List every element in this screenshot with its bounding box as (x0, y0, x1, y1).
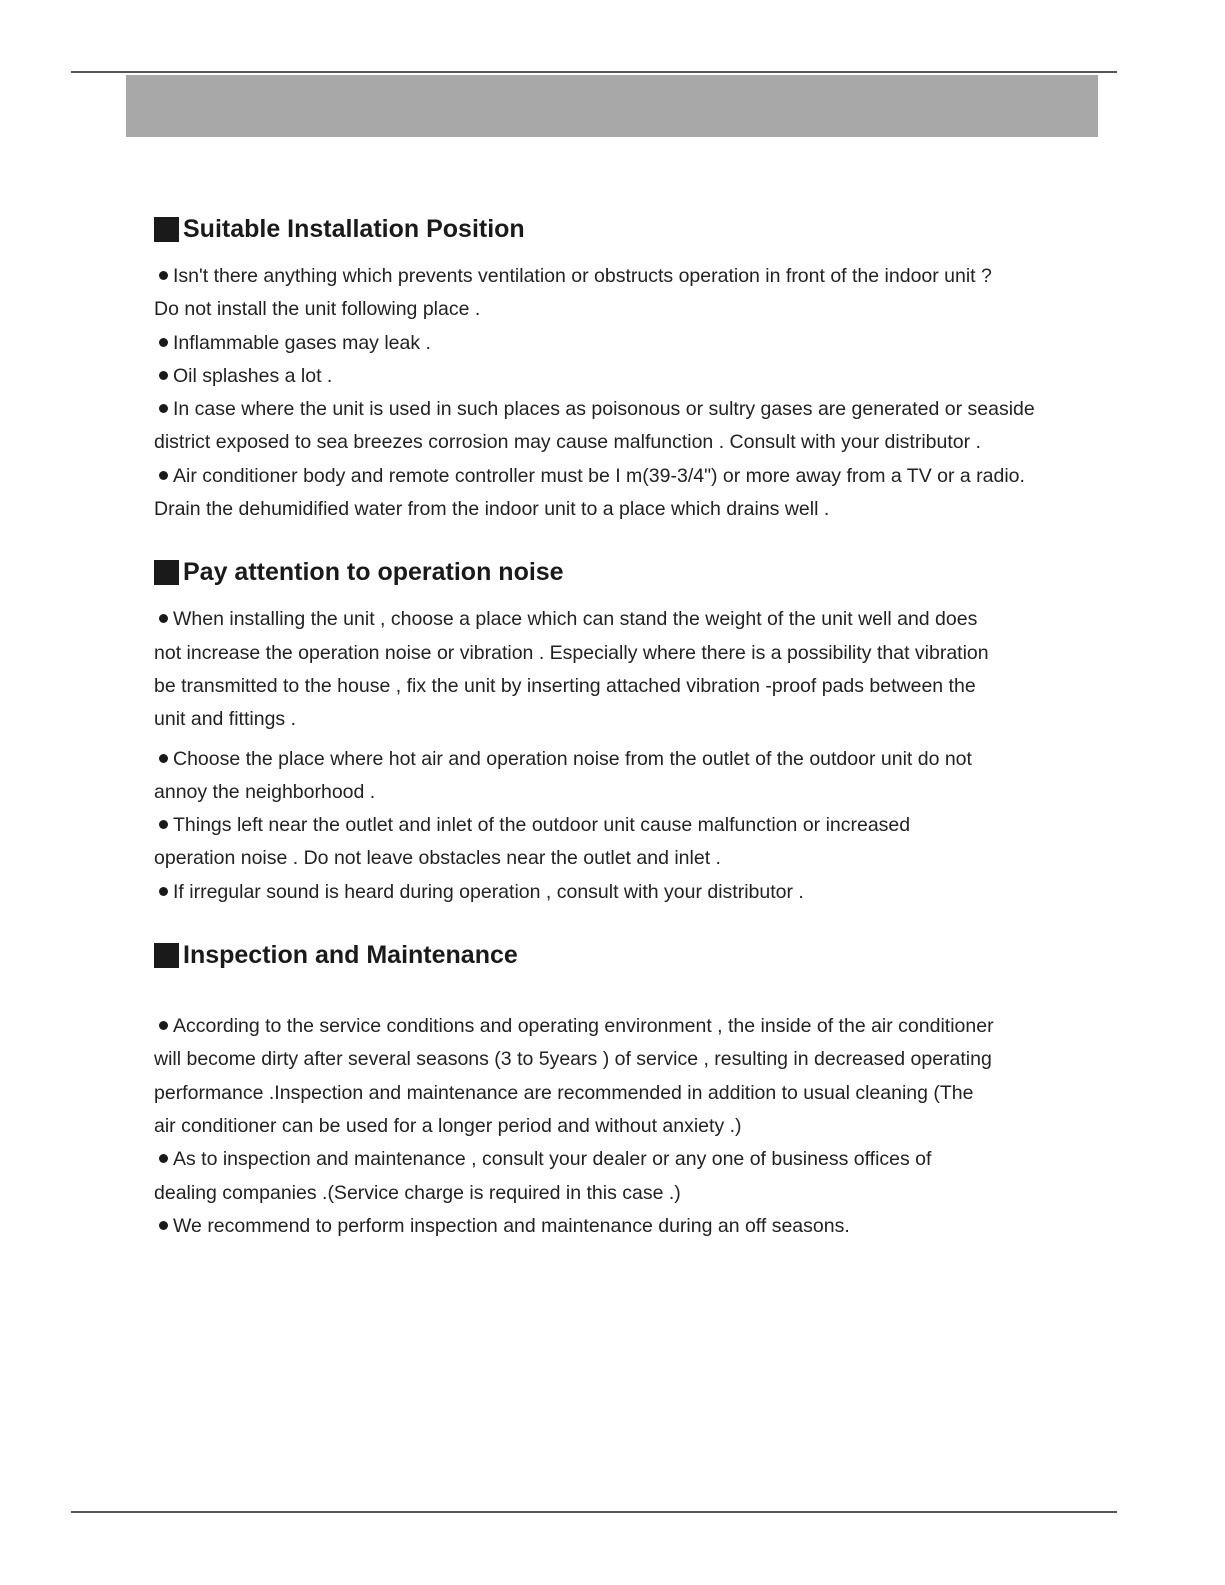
bullet-icon (159, 1221, 168, 1230)
paragraph-line: air conditioner can be used for a longer period and without anxiety .) (154, 1114, 742, 1137)
paragraph-line: Air conditioner body and remote controller must be I m(39-3/4") or more away from a TV or a radio. (154, 460, 1089, 493)
paragraph-line: dealing companies .(Service charge is required in this case .) (154, 1181, 681, 1204)
bullet-icon (159, 371, 168, 380)
section-title-installation (154, 206, 1089, 252)
bullet-icon (159, 338, 168, 347)
bullet-icon (159, 1154, 168, 1163)
section-title-text: Pay attention to operation noise (183, 557, 564, 586)
section-title-inspection (154, 932, 1089, 978)
paragraph-line: not increase the operation noise or vibration . Especially where there is a possibility that vibration (154, 641, 989, 664)
bullet-icon (159, 471, 168, 480)
bullet-icon (159, 820, 168, 829)
top-rule (71, 71, 1117, 73)
section-title-text: Inspection and Maintenance (183, 940, 518, 969)
paragraph-line: Drain the dehumidified water from the indoor unit to a place which drains well . (154, 498, 830, 521)
header-band (126, 75, 1098, 137)
paragraph-line: In case where the unit is used in such places as poisonous or sultry gases are generated or seaside (154, 393, 1089, 426)
section-title-text: Suitable Installation Position (183, 214, 525, 243)
bullet-icon (159, 614, 168, 623)
paragraph-line: Things left near the outlet and inlet of the outdoor unit cause malfunction or increased (154, 809, 1089, 842)
bullet-icon (159, 754, 168, 763)
bullet-icon (159, 1021, 168, 1030)
paragraph-line: district exposed to sea breezes corrosion may cause malfunction . Consult with your distributor . (154, 431, 981, 454)
bullet-icon (159, 404, 168, 413)
bottom-rule (71, 1511, 1117, 1513)
bullet-icon (159, 271, 168, 280)
paragraph-line: Inflammable gases may leak . (154, 327, 1089, 360)
paragraph-line: Oil splashes a lot . (154, 360, 1089, 393)
paragraph-line: annoy the neighborhood . (154, 780, 376, 803)
section-square-icon (154, 943, 179, 968)
section-square-icon (154, 560, 179, 585)
section-title-noise (154, 549, 1089, 595)
document-body (154, 206, 1089, 1243)
paragraph-line: operation noise . Do not leave obstacles near the outlet and inlet . (154, 847, 721, 870)
paragraph-line: If irregular sound is heard during operation , consult with your distributor . (154, 876, 1089, 909)
paragraph-line: be transmitted to the house , fix the unit by inserting attached vibration -proof pads between the (154, 674, 976, 697)
paragraph-line: As to inspection and maintenance , consult your dealer or any one of business offices of (154, 1143, 1089, 1176)
bullet-icon (159, 887, 168, 896)
paragraph-line: unit and fittings . (154, 708, 297, 731)
paragraph-line: We recommend to perform inspection and maintenance during an off seasons. (154, 1210, 1089, 1243)
paragraph-line: will become dirty after several seasons (3 to 5years ) of service , resulting in decreased operating (154, 1048, 992, 1071)
paragraph-line: Choose the place where hot air and operation noise from the outlet of the outdoor unit do not (154, 743, 1089, 776)
paragraph-line: When installing the unit , choose a place which can stand the weight of the unit well and does (154, 603, 1089, 636)
paragraph-line: Isn't there anything which prevents ventilation or obstructs operation in front of the indoor unit ? (154, 260, 1089, 293)
paragraph-line: According to the service conditions and operating environment , the inside of the air conditioner (154, 1010, 1089, 1043)
paragraph-line: Do not install the unit following place . (154, 298, 481, 321)
section-square-icon (154, 217, 179, 242)
paragraph-line: performance .Inspection and maintenance are recommended in addition to usual cleaning (The (154, 1081, 974, 1104)
